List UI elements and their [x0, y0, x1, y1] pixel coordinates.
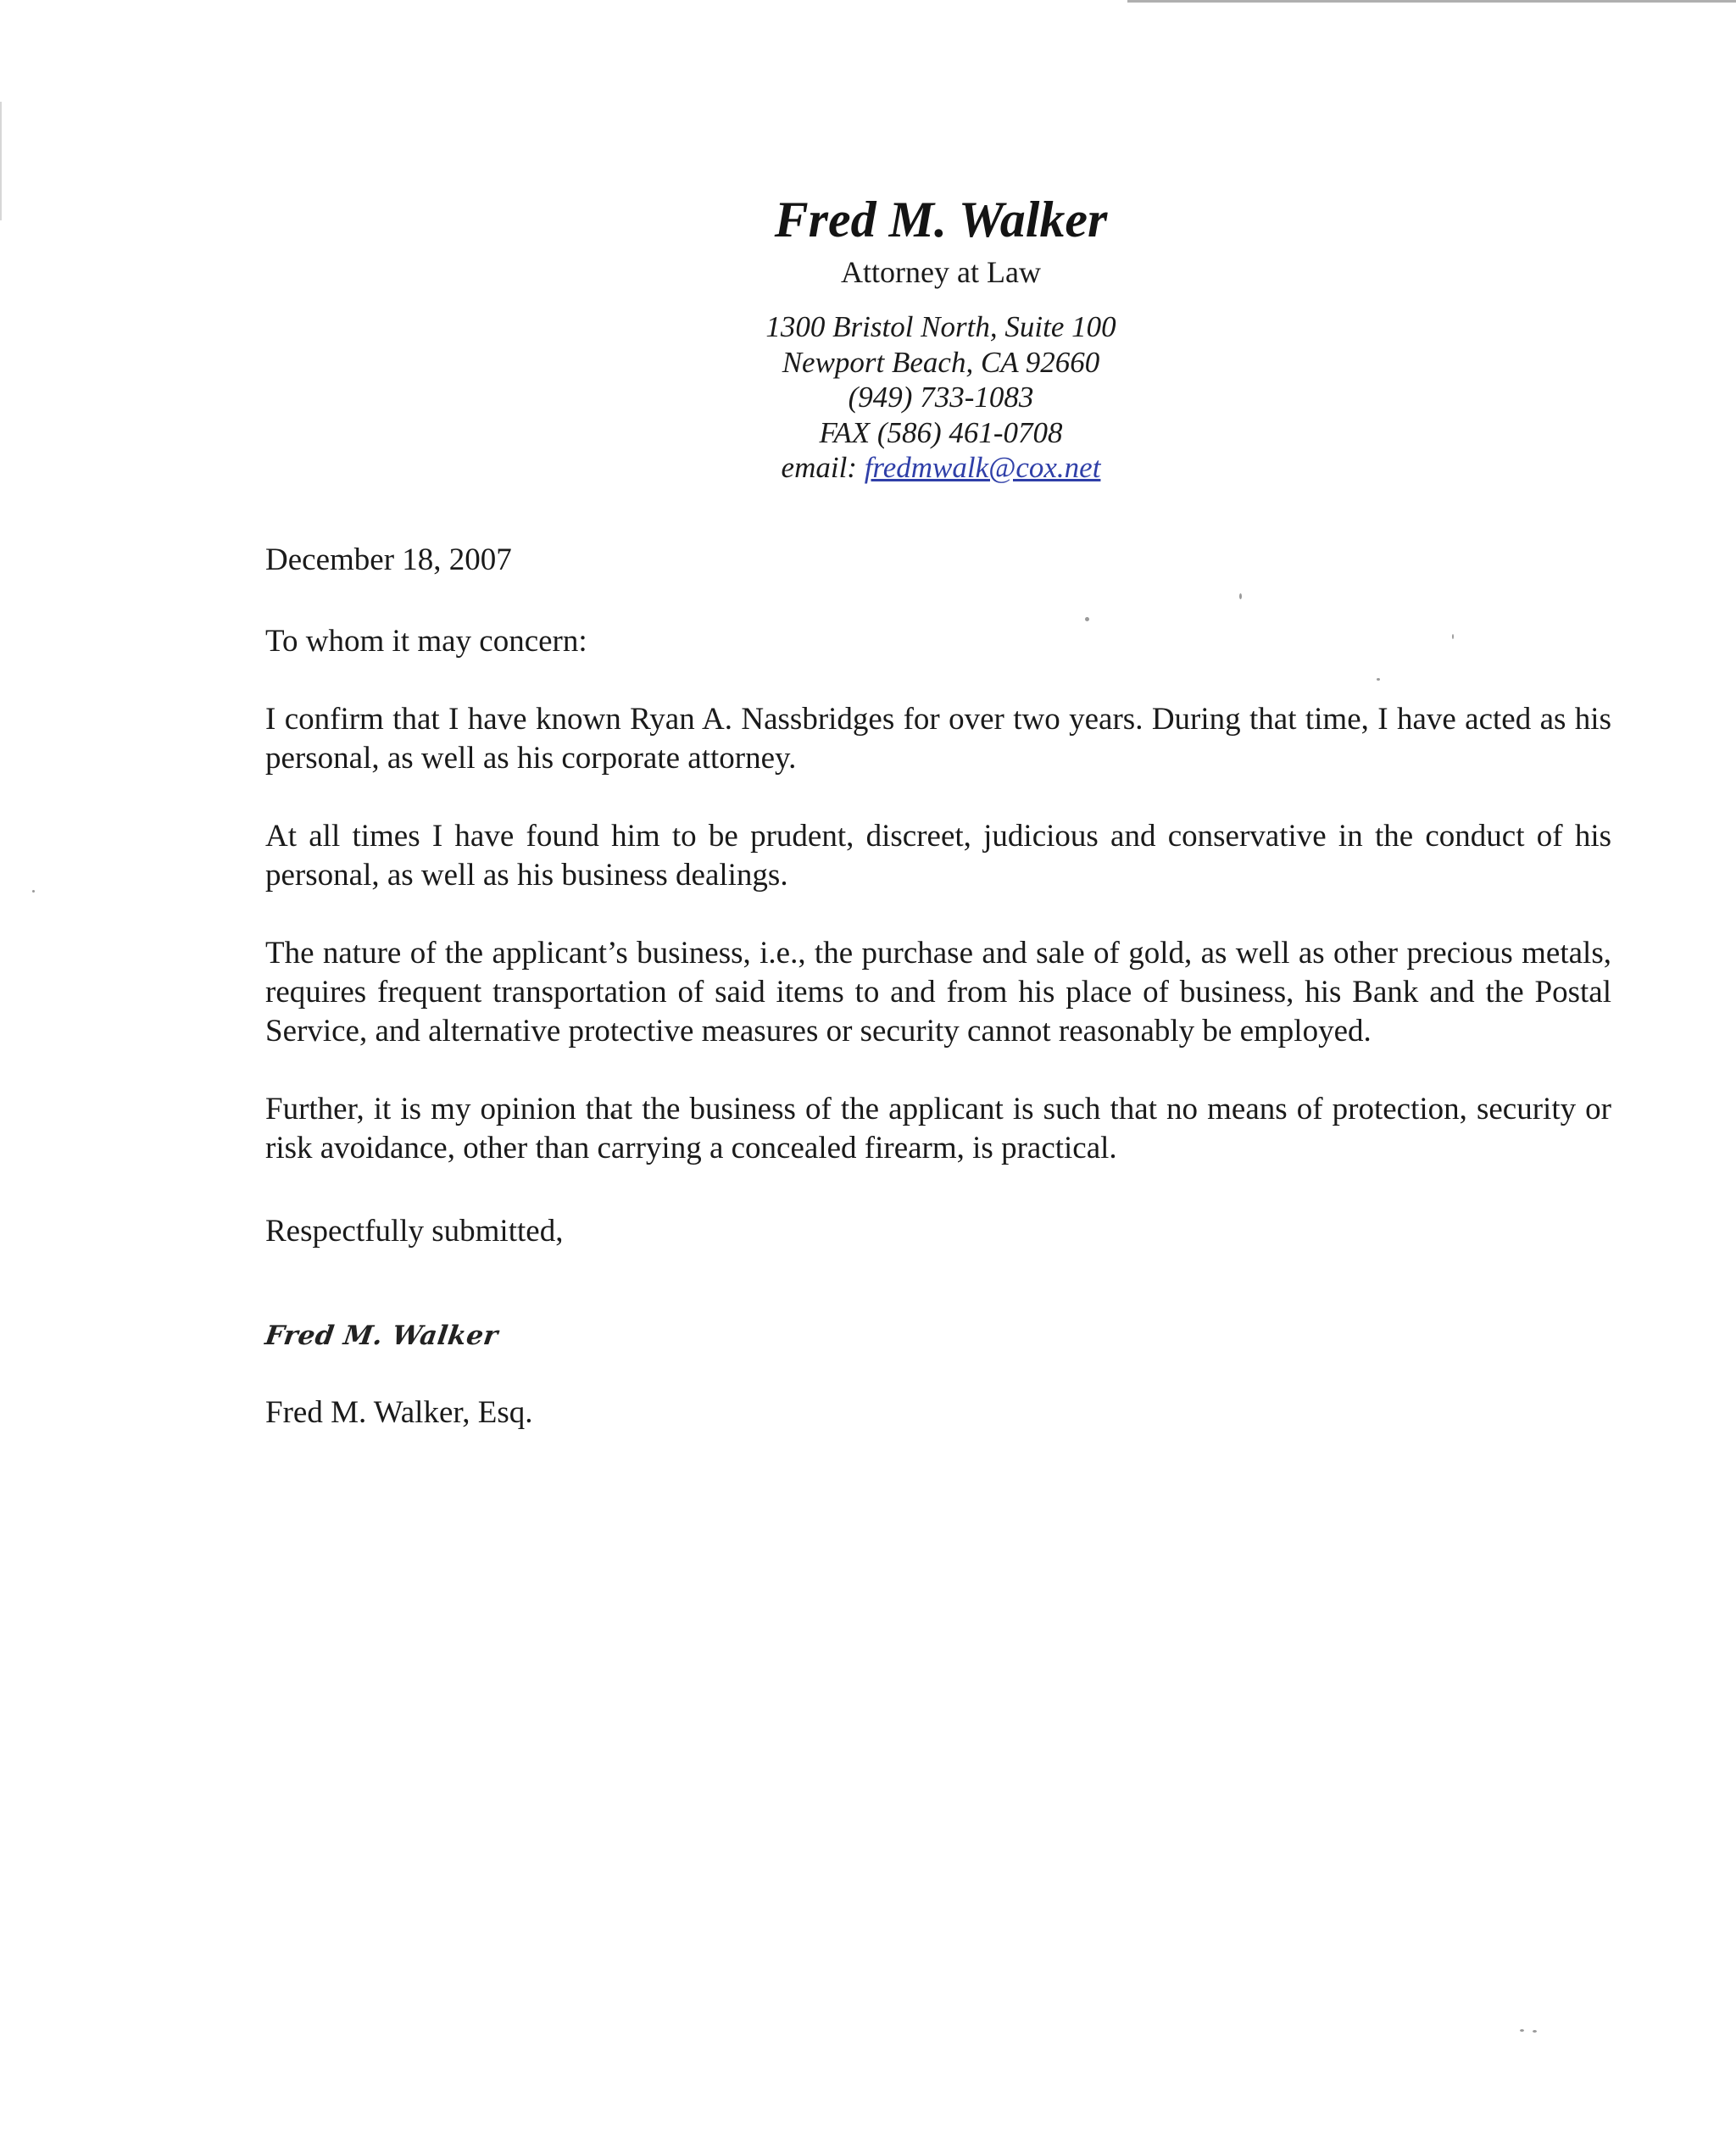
paragraph-1: I confirm that I have known Ryan A. Nassbridges for over two years. During that time, I have acted as his personal, as well as his corporate attorney. [265, 702, 1611, 776]
letterhead-title: Attorney at Law [841, 255, 1041, 289]
phone-number: (949) 733-1083 [848, 381, 1034, 414]
email-label: email: [781, 451, 857, 485]
signature: Fred M. Walker [263, 1321, 500, 1351]
scan-edge-top [1127, 0, 1736, 3]
salutation: To whom it may concern: [265, 624, 587, 659]
signature-block [265, 1285, 1611, 1354]
letterhead [687, 192, 1195, 486]
paragraph-4: Further, it is my opinion that the business of the applicant is such that no means of protection, security or risk avoidance, other than carrying a concealed firearm, is practical. [265, 1092, 1611, 1165]
scan-speck [32, 890, 35, 893]
letter-date: December 18, 2007 [265, 542, 512, 577]
scan-speck [1533, 2030, 1537, 2033]
paragraph-2: At all times I have found him to be prudent, discreet, judicious and conservative in the conduct of his personal, as well as his business dealings. [265, 819, 1611, 893]
scan-speck [1520, 2029, 1524, 2032]
fax-number: FAX (586) 461-0708 [819, 415, 1063, 449]
email-link[interactable]: fredmwalk@cox.net [864, 451, 1101, 485]
email-line [687, 450, 1195, 486]
address-line-2: Newport Beach, CA 92660 [782, 345, 1100, 379]
letterhead-name: Fred M. Walker [774, 192, 1108, 248]
printed-name: Fred M. Walker, Esq. [265, 1395, 533, 1430]
address-line-1: 1300 Bristol North, Suite 100 [765, 310, 1116, 344]
scan-edge-left [0, 102, 2, 220]
letterhead-contact [687, 309, 1195, 486]
letter-body [265, 541, 1611, 1432]
paragraph-3: The nature of the applicant’s business, i.e., the purchase and sale of gold, as well as other precious metals, requires frequent transportation of said items to and from his place of business, his Bank and the Postal Service, and alternative protective measures or security cannot reasonably be employed. [265, 936, 1611, 1048]
closing: Respectfully submitted, [265, 1214, 564, 1249]
